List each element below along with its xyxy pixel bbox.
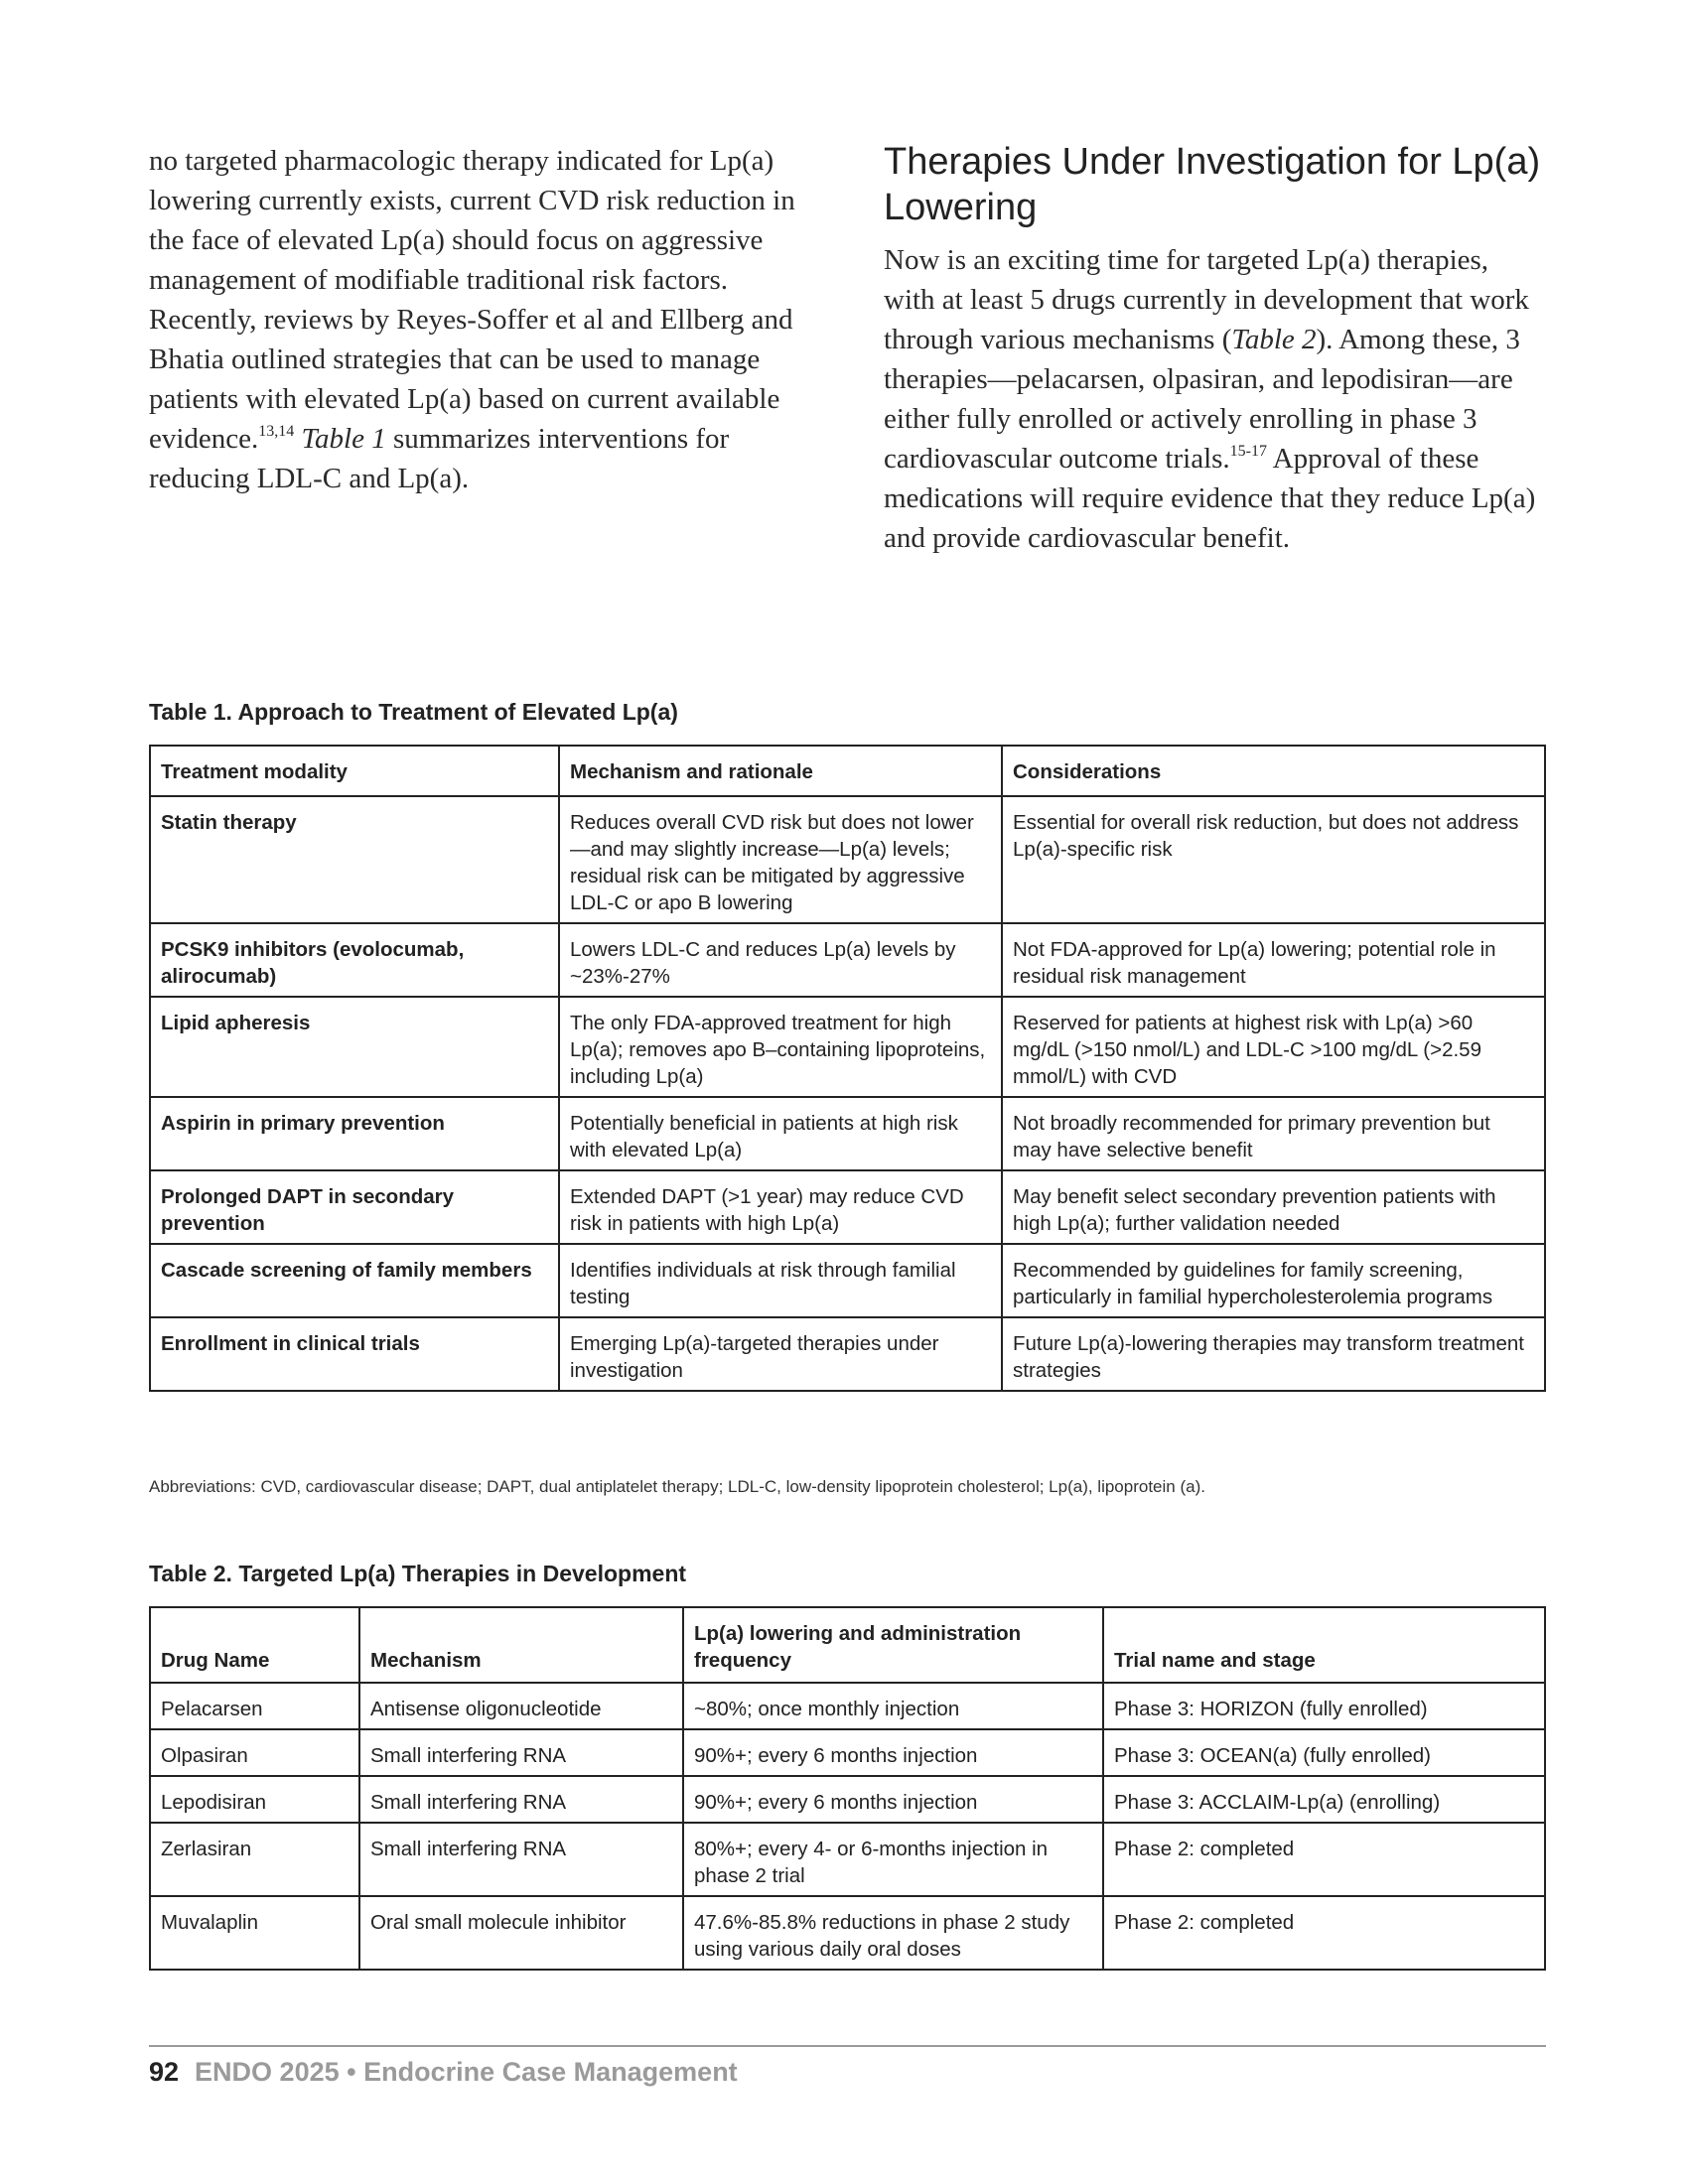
table2-title: Table 2. Targeted Lp(a) Therapies in Development xyxy=(149,1561,687,1586)
table-row xyxy=(150,1170,1545,1244)
table-cell: Lowers LDL-C and reduces Lp(a) levels by ~23%-27% xyxy=(559,923,1002,997)
table-cell: Zerlasiran xyxy=(150,1823,359,1896)
table-cell: ~80%; once monthly injection xyxy=(683,1683,1103,1729)
left-paragraph: no targeted pharmacologic therapy indicated for Lp(a) lowering currently exists, current CVD risk reduction in the face of elevated Lp(a) should focus on aggressive management of modifiable traditional risk factors. Recently, reviews by Reyes-Soffer et al and Ellberg and Bhatia outlined strategies that can be used to manage patients with elevated Lp(a) based on current available evidence. xyxy=(149,145,795,455)
right-paragraph-b: ). Among these, 3 therapies—pelacarsen, olpasiran, and lepodisiran—are either fully enrolled or actively enrolling in phase 3 cardiovascular outcome trials. xyxy=(884,324,1520,475)
table-cell: Potentially beneficial in patients at high risk with elevated Lp(a) xyxy=(559,1097,1002,1170)
left-column xyxy=(149,141,809,498)
table-cell: Lepodisiran xyxy=(150,1776,359,1823)
table-cell: Reduces overall CVD risk but does not lower—and may slightly increase—Lp(a) levels; residual risk can be mitigated by aggressive LDL-C or apo B lowering xyxy=(559,796,1002,923)
table-header-row xyxy=(150,1607,1545,1683)
table-cell: The only FDA-approved treatment for high Lp(a); removes apo B–containing lipoproteins, including Lp(a) xyxy=(559,997,1002,1097)
table-header-cell: Lp(a) lowering and administration frequency xyxy=(683,1607,1103,1683)
table-cell: Prolonged DAPT in secondary prevention xyxy=(150,1170,559,1244)
page-footer xyxy=(149,2057,738,2088)
table-cell: Reserved for patients at highest risk with Lp(a) >60 mg/dL (>150 nmol/L) and LDL-C >100 mg/dL (>2.59 mmol/L) with CVD xyxy=(1002,997,1545,1097)
table-cell: Olpasiran xyxy=(150,1729,359,1776)
table1 xyxy=(149,745,1546,1392)
table-cell: Not FDA-approved for Lp(a) lowering; potential role in residual risk management xyxy=(1002,923,1545,997)
table-row xyxy=(150,1896,1545,1970)
table-header-cell: Trial name and stage xyxy=(1103,1607,1545,1683)
table-row xyxy=(150,1683,1545,1729)
section-heading: Therapies Under Investigation for Lp(a) Lowering xyxy=(884,141,1541,228)
page-number: 92 xyxy=(149,2057,180,2087)
abbreviations-note: Abbreviations: CVD, cardiovascular disease; DAPT, dual antiplatelet therapy; LDL-C, low-density lipoprotein cholesterol; Lp(a), lipoprotein (a). xyxy=(149,1477,1205,1496)
publication-title: ENDO 2025 • Endocrine Case Management xyxy=(195,2057,738,2087)
footer-divider xyxy=(149,2045,1546,2047)
table-row xyxy=(150,796,1545,923)
table-header-row xyxy=(150,746,1545,796)
table-cell: Phase 2: completed xyxy=(1103,1823,1545,1896)
table-cell: Identifies individuals at risk through familial testing xyxy=(559,1244,1002,1317)
table-cell: 90%+; every 6 months injection xyxy=(683,1729,1103,1776)
table-cell: Antisense oligonucleotide xyxy=(359,1683,683,1729)
table-cell: 90%+; every 6 months injection xyxy=(683,1776,1103,1823)
table-cell: May benefit select secondary prevention patients with high Lp(a); further validation needed xyxy=(1002,1170,1545,1244)
table-cell: Essential for overall risk reduction, but does not address Lp(a)-specific risk xyxy=(1002,796,1545,923)
table-cell: Recommended by guidelines for family screening, particularly in familial hypercholesterolemia programs xyxy=(1002,1244,1545,1317)
right-paragraph-c: Approval of these medications will require evidence that they reduce Lp(a) and provide cardiovascular benefit. xyxy=(884,443,1536,554)
table-reference: Table 2 xyxy=(1231,324,1317,355)
table-row xyxy=(150,1244,1545,1317)
table-cell: Oral small molecule inhibitor xyxy=(359,1896,683,1970)
table-cell: Not broadly recommended for primary prevention but may have selective benefit xyxy=(1002,1097,1545,1170)
right-paragraph-a: Now is an exciting time for targeted Lp(a) therapies, with at least 5 drugs currently in development that work through various mechanisms ( xyxy=(884,244,1529,355)
right-column xyxy=(884,139,1544,558)
table-cell: Enrollment in clinical trials xyxy=(150,1317,559,1391)
table-cell: Aspirin in primary prevention xyxy=(150,1097,559,1170)
table-row xyxy=(150,1823,1545,1896)
table-row xyxy=(150,1317,1545,1391)
citation-superscript: 13,14 xyxy=(258,423,295,440)
table-cell: Future Lp(a)-lowering therapies may transform treatment strategies xyxy=(1002,1317,1545,1391)
table-row xyxy=(150,997,1545,1097)
table-cell: Phase 3: ACCLAIM-Lp(a) (enrolling) xyxy=(1103,1776,1545,1823)
table-cell: Phase 3: HORIZON (fully enrolled) xyxy=(1103,1683,1545,1729)
table-cell: Phase 2: completed xyxy=(1103,1896,1545,1970)
table-row xyxy=(150,1097,1545,1170)
table-cell: 80%+; every 4- or 6-months injection in phase 2 trial xyxy=(683,1823,1103,1896)
table-cell: Pelacarsen xyxy=(150,1683,359,1729)
table-cell: PCSK9 inhibitors (evolocumab, alirocumab) xyxy=(150,923,559,997)
table-header-cell: Drug Name xyxy=(150,1607,359,1683)
right-paragraph xyxy=(884,240,1544,558)
table2 xyxy=(149,1606,1546,1971)
table-cell: Lipid apheresis xyxy=(150,997,559,1097)
table1-title: Table 1. Approach to Treatment of Elevated Lp(a) xyxy=(149,699,678,725)
table-cell: Phase 3: OCEAN(a) (fully enrolled) xyxy=(1103,1729,1545,1776)
table-row xyxy=(150,1729,1545,1776)
table-cell: Small interfering RNA xyxy=(359,1823,683,1896)
table-cell: Emerging Lp(a)-targeted therapies under investigation xyxy=(559,1317,1002,1391)
table-cell: Small interfering RNA xyxy=(359,1729,683,1776)
table-cell: Statin therapy xyxy=(150,796,559,923)
table-cell: Small interfering RNA xyxy=(359,1776,683,1823)
table-cell: 47.6%-85.8% reductions in phase 2 study using various daily oral doses xyxy=(683,1896,1103,1970)
table-row xyxy=(150,923,1545,997)
table-reference: Table 1 xyxy=(301,423,386,455)
table-header-cell: Treatment modality xyxy=(150,746,559,796)
table-header-cell: Considerations xyxy=(1002,746,1545,796)
table-cell: Muvalaplin xyxy=(150,1896,359,1970)
table-cell: Extended DAPT (>1 year) may reduce CVD risk in patients with high Lp(a) xyxy=(559,1170,1002,1244)
table-row xyxy=(150,1776,1545,1823)
table-header-cell: Mechanism and rationale xyxy=(559,746,1002,796)
table-header-cell: Mechanism xyxy=(359,1607,683,1683)
table-cell: Cascade screening of family members xyxy=(150,1244,559,1317)
left-paragraph-end: summarizes interventions for reducing LDL-C and Lp(a). xyxy=(149,423,730,494)
citation-superscript: 15-17 xyxy=(1229,443,1267,460)
